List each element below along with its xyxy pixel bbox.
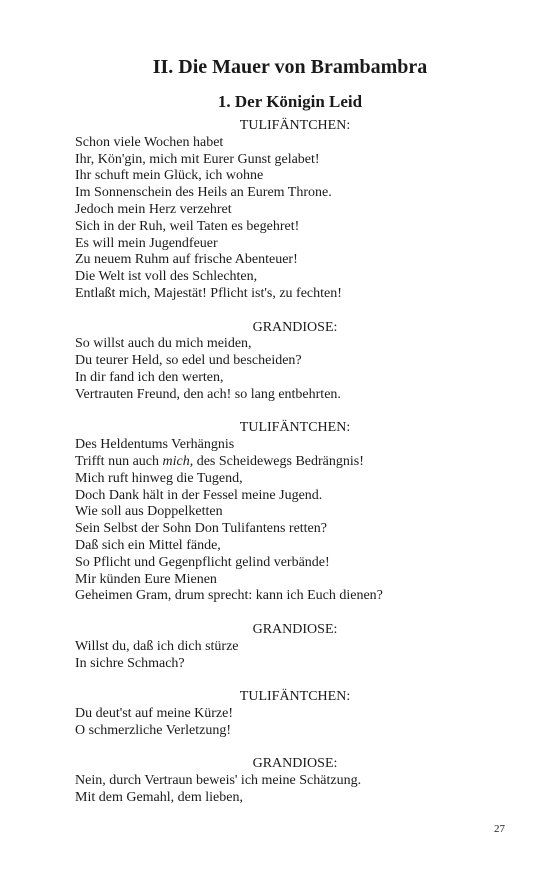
verse-line: Willst du, daß ich dich stürze [75,638,239,654]
verse-line: Ihr, Kön'gin, mich mit Eurer Gunst gelabet! [75,151,320,167]
verse-line: In sichre Schmach? [75,655,185,671]
stanza-gap [75,303,515,320]
verse-line: Daß sich ein Mittel fände, [75,537,221,553]
verse-line: Nein, durch Vertraun beweis' ich meine Schätzung. [75,773,362,789]
verse-line: Doch Dank hält in der Fessel meine Jugend. [75,487,323,503]
verse-line: Schon viele Wochen habet [75,134,224,150]
verse-line: In dir fand ich den werten, [75,369,224,385]
verse-line: Wie soll aus Doppelketten [75,504,223,520]
verse-line: Es will mein Jugendfeuer [75,235,218,251]
verse-text: Trifft nun auch [75,453,163,469]
verse-line: Jedoch mein Herz verzehret [75,201,232,217]
verse-line: Entlaßt mich, Majestät! Pflicht ist's, zu fechten! [75,285,342,301]
verse-text: des Scheidewegs Bedrängnis! [193,453,364,469]
verse-line: So Pflicht und Gegenpflicht gelind verbände! [75,554,330,570]
verse-line: Du teurer Held, so edel und bescheiden? [75,353,302,369]
verse-line: Mir künden Eure Mienen [75,571,217,587]
verse-line: Zu neuem Ruhm auf frische Abenteuer! [75,252,298,268]
stanza-gap [75,739,515,756]
speaker-name: TULIFÄNTCHEN: [239,420,351,436]
verse-line: Sich in der Ruh, weil Taten es begehret! [75,218,300,234]
section-title: 1. Der Königin Leid [217,92,363,111]
verse-line: O schmerzliche Verletzung! [75,722,232,738]
verse-line: Du deut'st auf meine Kürze! [75,705,234,721]
stanza-gap [75,404,515,421]
verse-line: Mich ruft hinweg die Tugend, [75,470,243,486]
dialogue-body [75,118,515,807]
verse-line: So willst auch du mich meiden, [75,336,252,352]
verse-line: Ihr schuft mein Glück, ich wohne [75,168,264,184]
page-number: 27 [494,823,505,835]
verse-line: Mit dem Gemahl, dem lieben, [75,789,243,805]
emphasized-word: mich, [162,453,194,469]
speaker-name: TULIFÄNTCHEN: [239,689,351,705]
chapter-title: II. Die Mauer von Brambambra [152,56,428,78]
verse-line [75,454,515,471]
verse-line: Vertrauten Freund, den ach! so lang entbehrten. [75,386,341,402]
speaker-name: TULIFÄNTCHEN: [239,118,351,133]
verse-line: Geheimen Gram, drum sprecht: kann ich Euch dienen? [75,588,383,604]
speaker-name: GRANDIOSE: [252,621,338,637]
verse-line: Im Sonnenschein des Heils an Eurem Throne. [75,185,332,201]
stanza-gap [75,672,515,689]
speaker-name: GRANDIOSE: [252,756,338,772]
verse-line: Sein Selbst der Sohn Don Tulifantens retten? [75,521,327,537]
speaker-name: GRANDIOSE: [252,319,338,335]
verse-line: Des Heldentums Verhängnis [75,437,235,453]
verse-line: Die Welt ist voll des Schlechten, [75,269,258,285]
stanza-gap [75,605,515,622]
